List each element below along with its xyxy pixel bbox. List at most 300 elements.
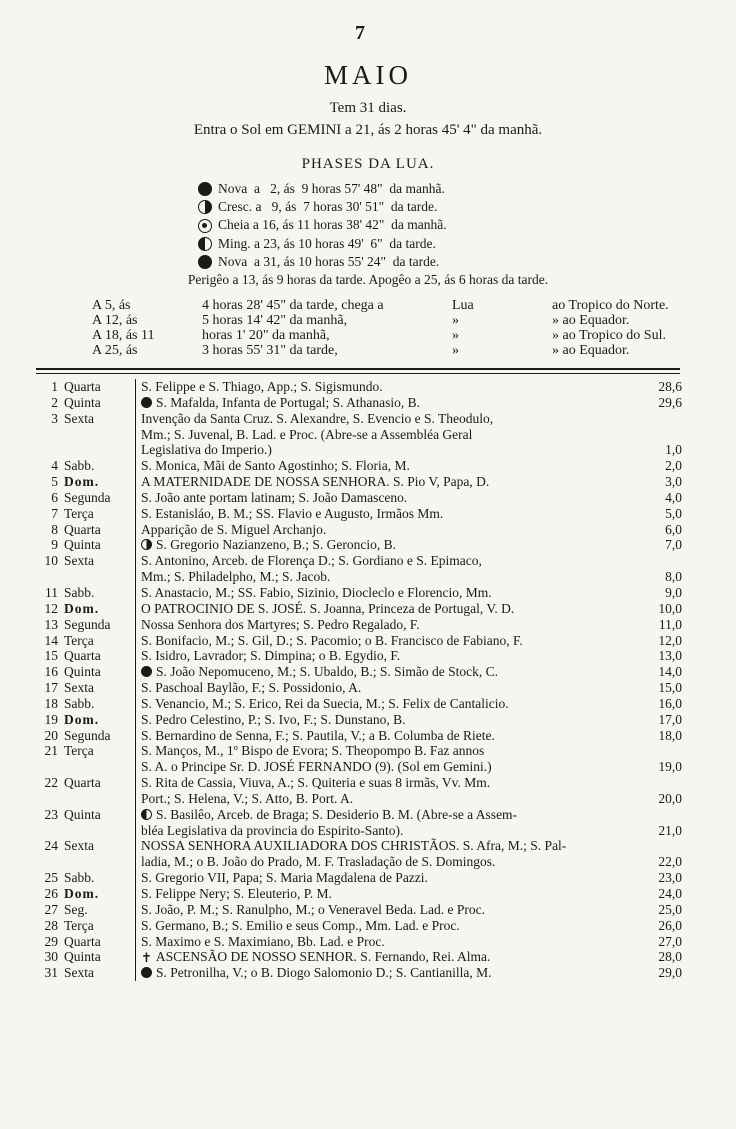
saints-text: [141, 712, 616, 728]
day-number: 30: [44, 949, 58, 965]
saints-line-text: Invenção da Santa Cruz. S. Alexandre, S. Evencio e S. Theodulo,: [141, 410, 494, 426]
day-number: 4: [51, 458, 58, 474]
day-number: 16: [44, 664, 58, 680]
calendar-row: [36, 522, 682, 538]
tropic-cell: A 18, ás 11: [92, 328, 155, 343]
saints-line-text: S. Bonifacio, M.; S. Gil, D.; S. Pacomio; o B. Francisco de Fabiano, F.: [141, 632, 523, 648]
calendar-row: [36, 553, 682, 585]
last-quarter-icon: [198, 237, 212, 251]
day-number: 6: [51, 489, 58, 505]
saints-line-text: S. Felippe Nery; S. Eleuterio, P. M.: [141, 886, 332, 902]
day-number: 11: [45, 584, 58, 600]
day-number: 13: [44, 616, 58, 632]
saints-line-text: S. Anastacio, M.; SS. Fabio, Sizinio, Diocleclo e Florencio, Mm.: [141, 584, 492, 600]
saints-text: [141, 458, 616, 474]
saints-line: [141, 743, 616, 759]
tropic-row: [92, 298, 702, 313]
tropic-cell: 4 horas 28' 45" da tarde, chega a: [202, 298, 384, 313]
saints-line-text: ladia, M.; o B. João do Prado, M. F. Trasladação de S. Domingos.: [141, 854, 496, 870]
weekday: Terça: [64, 632, 94, 648]
weekday: Segunda: [64, 727, 111, 743]
day-number: 2: [51, 394, 58, 410]
saints-line-text: bléa Legislativa da provincia do Espirito-Santo).: [141, 822, 404, 838]
tide-value: 4,0: [665, 489, 682, 505]
tide-value: 14,0: [658, 664, 682, 680]
tide-value: 12,0: [658, 632, 682, 648]
saints-text: [141, 918, 616, 934]
weekday: Terça: [64, 743, 94, 759]
day-number: 27: [44, 901, 58, 917]
calendar-row: [36, 648, 682, 664]
saints-line: [141, 791, 616, 807]
saints-line-text: ASCENSÃO DE NOSSO SENHOR. S. Fernando, Rei. Alma.: [155, 949, 491, 965]
tide-value: 27,0: [658, 933, 682, 949]
saints-line-text: S. Manços, M., 1º Bispo de Evora; S. Theopompo B. Faz annos: [141, 743, 485, 759]
saints-text: [141, 379, 616, 395]
saints-line-text: S. João Nepomuceno, M.; S. Ubaldo, B.; S. Simão de Stock, C.: [156, 664, 498, 680]
column-separator: [135, 617, 136, 633]
tropic-cell: » ao Equador.: [552, 343, 630, 358]
weekday: Dom.: [64, 886, 100, 902]
day-number: 26: [44, 886, 58, 902]
column-separator: [135, 458, 136, 474]
column-separator: [135, 870, 136, 886]
saints-line-text: Mm.; S. Philadelpho, M.; S. Jacob.: [141, 569, 331, 585]
weekday: Quarta: [64, 521, 101, 537]
weekday: Quinta: [64, 664, 101, 680]
calendar-row: [36, 934, 682, 950]
saints-line-text: Legislativa do Imperio.): [141, 442, 272, 458]
saints-line-text: S. Monica, Mãi de Santo Agostinho; S. Floria, M.: [141, 458, 410, 474]
column-separator: [135, 838, 136, 870]
saints-text: [141, 633, 616, 649]
column-separator: [135, 585, 136, 601]
weekday: Quinta: [64, 394, 101, 410]
phase-row: [198, 253, 447, 271]
tropic-cell: A 12, ás: [92, 313, 138, 328]
saints-line: [141, 395, 616, 411]
column-separator: [135, 728, 136, 744]
full-moon-icon: [141, 397, 152, 408]
last-quarter-icon: [141, 809, 152, 820]
weekday: Dom.: [64, 711, 100, 727]
weekday: Quarta: [64, 933, 101, 949]
saints-line: [141, 379, 616, 395]
saints-line-text: S. Isidro, Lavrador; S. Dimpina; o B. Egydio, F.: [141, 648, 401, 664]
saints-line-text: Apparição de S. Miguel Archanjo.: [141, 521, 327, 537]
column-separator: [135, 696, 136, 712]
column-separator: [135, 902, 136, 918]
tide-value: 19,0: [658, 759, 682, 775]
column-separator: [135, 537, 136, 553]
day-number: 3: [51, 410, 58, 426]
calendar-row: [36, 617, 682, 633]
moon-phases-list: [198, 180, 447, 271]
day-number: 12: [44, 600, 58, 616]
day-number: 17: [44, 680, 58, 696]
top-rule-thin: [36, 373, 680, 374]
saints-line-text: S. Basilêo, Arceb. de Braga; S. Desiderio B. M. (Abre-se a Assem-: [156, 806, 518, 822]
tide-value: 23,0: [658, 870, 682, 886]
column-separator: [135, 411, 136, 459]
tropic-row: [92, 313, 702, 328]
tide-value: 5,0: [665, 505, 682, 521]
day-number: 5: [51, 474, 58, 490]
saints-text: [141, 838, 616, 870]
saints-text: [141, 585, 616, 601]
phase-text: Cresc. a 9, ás 7 horas 30' 51" da tarde.: [218, 199, 438, 215]
day-number: 8: [51, 521, 58, 537]
saints-line: [141, 633, 616, 649]
weekday: Sabb.: [64, 584, 95, 600]
calendar-row: [36, 633, 682, 649]
saints-line: [141, 664, 616, 680]
saints-line-text: S. Gregorio VII, Papa; S. Maria Magdalena de Pazzi.: [141, 870, 428, 886]
saints-text: [141, 775, 616, 807]
saints-line: [141, 490, 616, 506]
column-separator: [135, 601, 136, 617]
column-separator: [135, 474, 136, 490]
weekday: Sexta: [64, 553, 94, 569]
saints-line: [141, 411, 616, 427]
saints-line-text: NOSSA SENHORA AUXILIADORA DOS CHRISTÃOS. S. Afra, M.; S. Pal-: [141, 838, 567, 854]
column-separator: [135, 664, 136, 680]
calendar-row: [36, 395, 682, 411]
saints-line: [141, 854, 616, 870]
first-quarter-icon: [198, 200, 212, 214]
calendar-table: [36, 379, 682, 981]
saints-text: [141, 902, 616, 918]
tropic-cell: A 5, ás: [92, 298, 131, 313]
saints-line: [141, 712, 616, 728]
calendar-row: [36, 411, 682, 459]
saints-text: [141, 934, 616, 950]
calendar-row: [36, 743, 682, 775]
weekday: Sexta: [64, 965, 94, 981]
calendar-row: [36, 918, 682, 934]
saints-line: [141, 506, 616, 522]
saints-line: [141, 537, 616, 553]
calendar-row: [36, 949, 682, 965]
phase-row: [198, 180, 447, 198]
day-number: 21: [44, 743, 58, 759]
cross-icon: [141, 950, 152, 965]
column-separator: [135, 743, 136, 775]
saints-line-text: S. Bernardino de Senna, F.; S. Pautila, V.; a B. Columba de Riete.: [141, 727, 495, 743]
saints-line-text: Port.; S. Helena, V.; S. Atto, B. Port. A.: [141, 790, 354, 806]
tropic-passages: [92, 298, 702, 358]
calendar-row: [36, 458, 682, 474]
tide-value: 9,0: [665, 584, 682, 600]
saints-text: [141, 537, 616, 553]
day-number: 23: [44, 806, 58, 822]
saints-line: [141, 648, 616, 664]
phases-title: PHASES DA LUA.: [301, 156, 435, 172]
day-number: 24: [44, 838, 58, 854]
weekday: Sexta: [64, 838, 94, 854]
tide-value: 13,0: [658, 648, 682, 664]
saints-text: [141, 553, 616, 585]
saints-line: [141, 886, 616, 902]
saints-line: [141, 965, 616, 981]
column-separator: [135, 506, 136, 522]
saints-line-text: S. Antonino, Arceb. de Florença D.; S. Gordiano e S. Epimaco,: [141, 553, 482, 569]
tropic-cell: » ao Equador.: [552, 313, 630, 328]
day-number: 1: [51, 379, 58, 394]
tide-value: 29,6: [658, 394, 682, 410]
weekday: Quarta: [64, 379, 101, 394]
tropic-cell: »: [452, 343, 459, 358]
column-separator: [135, 934, 136, 950]
full-moon-icon: [141, 967, 152, 978]
saints-line-text: O PATROCINIO DE S. JOSÉ. S. Joanna, Princeza de Portugal, V. D.: [141, 600, 515, 616]
saints-text: [141, 617, 616, 633]
column-separator: [135, 648, 136, 664]
month-title: MAIO: [324, 60, 412, 90]
weekday: Quinta: [64, 537, 101, 553]
tide-value: 7,0: [665, 537, 682, 553]
day-number: 7: [51, 505, 58, 521]
calendar-row: [36, 965, 682, 981]
column-separator: [135, 965, 136, 981]
weekday: Quinta: [64, 806, 101, 822]
top-rule: [36, 368, 680, 370]
tropic-cell: 3 horas 55' 31" da tarde,: [202, 343, 338, 358]
calendar-row: [36, 680, 682, 696]
saints-text: [141, 474, 616, 490]
saints-line-text: Mm.; S. Juvenal, B. Lad. e Proc. (Abre-se a Assembléa Geral: [141, 426, 473, 442]
saints-line-text: S. João, P. M.; S. Ranulpho, M.; o Veneravel Beda. Lad. e Proc.: [141, 901, 485, 917]
tide-value: 21,0: [658, 822, 682, 838]
phase-row: [198, 235, 447, 253]
day-number: 20: [44, 727, 58, 743]
calendar-row: [36, 728, 682, 744]
day-number: 15: [44, 648, 58, 664]
tide-value: 28,6: [658, 379, 682, 394]
saints-text: [141, 411, 616, 459]
new-moon-icon: [198, 182, 212, 196]
tropic-cell: 5 horas 14' 42" da manhã,: [202, 313, 348, 328]
saints-line-text: S. Petronilha, V.; o B. Diogo Salomonio D.; S. Cantianilla, M.: [156, 965, 492, 981]
column-separator: [135, 633, 136, 649]
tropic-cell: »: [452, 328, 459, 343]
full-moon-icon: [198, 219, 212, 233]
saints-line: [141, 474, 616, 490]
saints-text: [141, 743, 616, 775]
saints-line: [141, 696, 616, 712]
day-number: 18: [44, 695, 58, 711]
tide-value: 2,0: [665, 458, 682, 474]
new-moon-icon: [198, 255, 212, 269]
saints-line: [141, 427, 616, 443]
column-separator: [135, 553, 136, 585]
saints-text: [141, 696, 616, 712]
tropic-cell: Lua: [452, 298, 474, 313]
column-separator: [135, 680, 136, 696]
weekday: Sexta: [64, 680, 94, 696]
tide-value: 16,0: [658, 695, 682, 711]
tide-value: 18,0: [658, 727, 682, 743]
column-separator: [135, 490, 136, 506]
day-number: 9: [51, 537, 58, 553]
saints-line-text: S. Venancio, M.; S. Erico, Rei da Suecia, M.; S. Felix de Cantalicio.: [141, 695, 509, 711]
sun-entry: Entra o Sol em GEMINI a 21, ás 2 horas 45' 4" da manhã.: [193, 122, 543, 138]
tide-value: 15,0: [658, 680, 682, 696]
saints-line: [141, 807, 616, 823]
column-separator: [135, 522, 136, 538]
saints-line: [141, 601, 616, 617]
day-number: 29: [44, 933, 58, 949]
column-separator: [135, 379, 136, 395]
saints-line: [141, 934, 616, 950]
calendar-row: [36, 490, 682, 506]
saints-line: [141, 680, 616, 696]
days-count: Tem 31 dias.: [329, 100, 407, 116]
saints-text: [141, 870, 616, 886]
saints-text: [141, 648, 616, 664]
saints-text: [141, 395, 616, 411]
saints-line: [141, 569, 616, 585]
saints-line: [141, 442, 616, 458]
saints-line-text: S. Felippe e S. Thiago, App.; S. Sigismundo.: [141, 379, 383, 394]
tropic-cell: »: [452, 313, 459, 328]
calendar-row: [36, 838, 682, 870]
weekday: Quarta: [64, 648, 101, 664]
saints-line: [141, 949, 616, 965]
tropic-cell: A 25, ás: [92, 343, 138, 358]
calendar-row: [36, 696, 682, 712]
calendar-row: [36, 902, 682, 918]
day-number: 19: [44, 711, 58, 727]
saints-line-text: S. Mafalda, Infanta de Portugal; S. Athanasio, B.: [156, 394, 420, 410]
tide-value: 24,0: [658, 886, 682, 902]
saints-text: [141, 807, 616, 839]
tide-value: 20,0: [658, 790, 682, 806]
saints-text: [141, 965, 616, 981]
tide-value: 22,0: [658, 854, 682, 870]
day-number: 10: [44, 553, 58, 569]
calendar-row: [36, 585, 682, 601]
saints-line: [141, 823, 616, 839]
saints-text: [141, 728, 616, 744]
saints-line-text: S. Germano, B.; S. Emilio e seus Comp., Mm. Lad. e Proc.: [141, 917, 460, 933]
calendar-row: [36, 807, 682, 839]
weekday: Sexta: [64, 410, 94, 426]
saints-line-text: S. Paschoal Baylão, F.; S. Possidonio, A.: [141, 680, 362, 696]
saints-line: [141, 918, 616, 934]
saints-line-text: S. Rita de Cassia, Viuva, A.; S. Quiteria e suas 8 irmãs, Vv. Mm.: [141, 775, 491, 791]
tide-value: 1,0: [665, 442, 682, 458]
tide-value: 8,0: [665, 569, 682, 585]
saints-text: [141, 506, 616, 522]
saints-line-text: Nossa Senhora dos Martyres; S. Pedro Regalado, F.: [141, 616, 420, 632]
weekday: Sabb.: [64, 458, 95, 474]
weekday: Dom.: [64, 600, 100, 616]
tide-value: 10,0: [658, 600, 682, 616]
day-number: 22: [44, 775, 58, 791]
tropic-cell: » ao Tropico do Sul.: [552, 328, 666, 343]
weekday: Seg.: [64, 901, 88, 917]
calendar-row: [36, 601, 682, 617]
calendar-row: [36, 664, 682, 680]
first-quarter-icon: [141, 539, 152, 550]
weekday: Dom.: [64, 474, 100, 490]
tide-value: 28,0: [658, 949, 682, 965]
phase-text: Cheia a 16, ás 11 horas 38' 42" da manhã.: [218, 217, 447, 233]
tide-value: 6,0: [665, 521, 682, 537]
calendar-row: [36, 506, 682, 522]
full-moon-icon: [141, 666, 152, 677]
perigee-apogee: Perigêo a 13, ás 9 horas da tarde. Apogêo a 25, ás 6 horas da tarde.: [187, 272, 549, 287]
saints-line: [141, 617, 616, 633]
phase-text: Nova a 31, ás 10 horas 55' 24" da tarde.: [218, 253, 440, 269]
tropic-row: [92, 328, 702, 343]
column-separator: [135, 395, 136, 411]
saints-text: [141, 949, 616, 965]
saints-line: [141, 522, 616, 538]
calendar-row: [36, 537, 682, 553]
tide-value: 29,0: [658, 965, 682, 981]
phase-row: [198, 216, 447, 234]
tide-value: 3,0: [665, 474, 682, 490]
column-separator: [135, 807, 136, 839]
phase-text: Ming. a 23, ás 10 horas 49' 6" da tarde.: [218, 235, 436, 251]
saints-line-text: S. Maximo e S. Maximiano, Bb. Lad. e Proc.: [141, 933, 385, 949]
phase-text: Nova a 2, ás 9 horas 57' 48" da manhã.: [218, 181, 445, 196]
saints-line: [141, 870, 616, 886]
saints-line: [141, 838, 616, 854]
saints-line-text: S. A. o Principe Sr. D. JOSÉ FERNANDO (9). (Sol em Gemini.): [141, 759, 492, 775]
calendar-row: [36, 474, 682, 490]
tide-value: 11,0: [658, 616, 682, 632]
saints-text: [141, 522, 616, 538]
tide-value: 17,0: [658, 711, 682, 727]
column-separator: [135, 918, 136, 934]
tropic-row: [92, 343, 702, 358]
weekday: Terça: [64, 917, 94, 933]
saints-line: [141, 775, 616, 791]
tropic-cell: ao Tropico do Norte.: [552, 298, 669, 313]
saints-line: [141, 759, 616, 775]
saints-line: [141, 585, 616, 601]
saints-text: [141, 601, 616, 617]
saints-line: [141, 458, 616, 474]
column-separator: [135, 949, 136, 965]
weekday: Quinta: [64, 949, 101, 965]
phase-row: [198, 198, 447, 216]
saints-line-text: S. Estanisláo, B. M.; SS. Flavio e Augusto, Irmãos Mm.: [141, 505, 444, 521]
day-number: 14: [44, 632, 58, 648]
calendar-row: [36, 775, 682, 807]
calendar-row: [36, 379, 682, 395]
weekday: Quarta: [64, 775, 101, 791]
saints-text: [141, 490, 616, 506]
calendar-row: [36, 712, 682, 728]
weekday: Segunda: [64, 616, 111, 632]
saints-line-text: S. Gregorio Nazianzeno, B.; S. Geroncio, B.: [156, 537, 396, 553]
weekday: Segunda: [64, 489, 111, 505]
weekday: Sabb.: [64, 870, 95, 886]
saints-text: [141, 664, 616, 680]
day-number: 25: [44, 870, 58, 886]
calendar-row: [36, 870, 682, 886]
saints-line: [141, 553, 616, 569]
saints-line-text: S. Pedro Celestino, P.; S. Ivo, F.; S. Dunstano, B.: [141, 711, 406, 727]
column-separator: [135, 775, 136, 807]
saints-text: [141, 886, 616, 902]
page-number: 7: [355, 22, 365, 44]
column-separator: [135, 712, 136, 728]
